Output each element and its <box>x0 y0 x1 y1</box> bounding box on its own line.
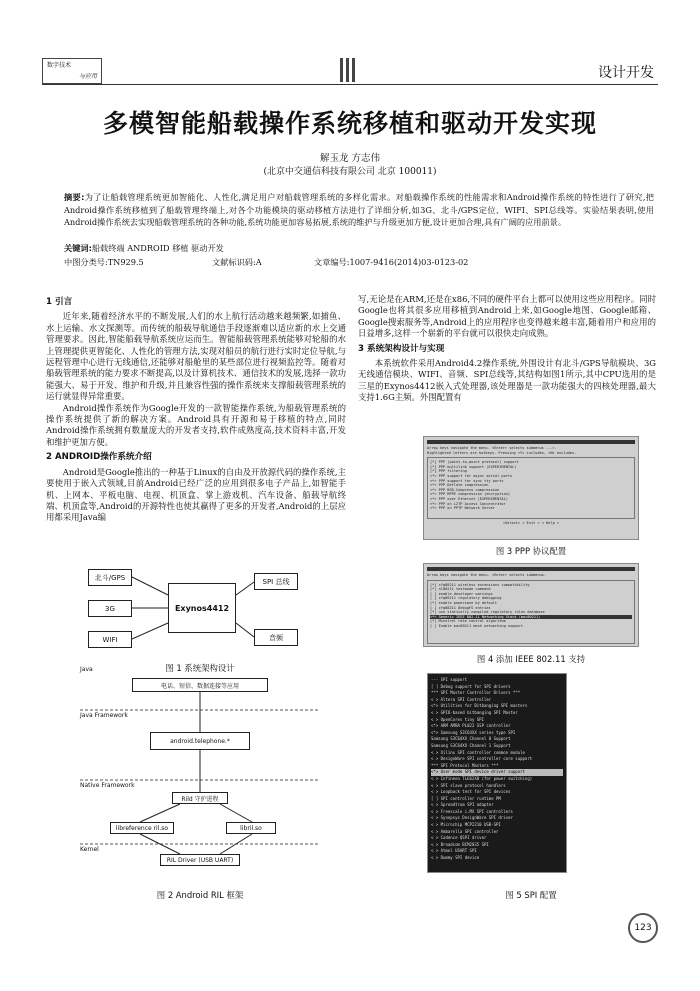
document-code: 文献标识码:A <box>212 257 262 267</box>
rild-daemon-box: Rild 守护进程 <box>172 792 228 804</box>
figure-3-caption: 图 3 PPP 协议配置 <box>495 546 567 556</box>
cpu-box: Exynos4412 <box>168 583 236 633</box>
section-1-paragraph-2: Android操作系统作为Google开发的一款智能操作系统,为船载管理系统的操作系统提供了新的解决方案。Android具有开源和易于移植的特点,同时Android操作系统拥有数量庞大的开发者支持,软件成熟度高,技术资料丰富,开发和维护更加方便。 <box>46 402 346 447</box>
figure-4-caption: 图 4 添加 IEEE 802.11 支持 <box>476 654 586 664</box>
spi-bus-box: SPI 总线 <box>254 573 298 590</box>
article-number: 文章编号:1007-9416(2014)03-0123-02 <box>314 257 469 267</box>
layer-java-framework-label: Java Framework <box>80 712 128 719</box>
apps-box: 电话、短信、数据连接等应用 <box>132 678 268 692</box>
layer-native-framework-label: Native Framework <box>80 782 135 789</box>
gps-module-box: 北斗/GPS <box>88 569 132 586</box>
android-telephone-box: android.telephone.* <box>150 732 250 750</box>
3g-module-box: 3G <box>88 600 132 617</box>
abstract <box>64 191 654 229</box>
layer-java-label: Java <box>80 666 93 673</box>
figure-1-diagram <box>82 565 322 653</box>
section-1-heading: 1 引言 <box>46 297 73 307</box>
header-bars <box>0 58 700 82</box>
section-2-paragraph-1: Android是Google推出的一种基于Linux的自由及开放源代码的操作系统,主要使用于嵌入式领域,目前Android已经广泛的应用到很多电子产品上,如智能手机、上网本、平板电脑、电视、机顶盒、掌上游戏机、汽车设备、船载导航终端、机顶盒等,Android的开源特性也使其赢得了更多的开发者,Android的上层应用都采用Java编 <box>46 466 346 523</box>
abstract-label: 摘要: <box>64 192 85 202</box>
journal-logo-line2: 与应用 <box>78 73 97 80</box>
header-rule <box>42 84 658 85</box>
figure-1-connectors <box>82 565 322 653</box>
keywords-label: 关键词: <box>64 243 92 253</box>
affiliation: (北京中交通信科技有限公司 北京 100011) <box>263 167 437 177</box>
audio-box: 音频 <box>254 629 298 646</box>
right-paragraph-1: 写,无论是在ARM,还是在x86,不同的硬件平台上都可以使用这些应用程序。同时Google也将其很多应用移植到Android上来,如Google地图、Google邮箱、Google搜索服务等,Android上的应用程序也变得越来越丰富,随着用户和应用的日益增多,这样一个崭新的平台就可以很快走向成熟。 <box>358 294 656 339</box>
clc-number: 中图分类号:TN929.5 <box>64 257 144 267</box>
paper-title: 多模智能船载操作系统移植和驱动开发实现 <box>102 109 597 138</box>
section-1-paragraph-1: 近年来,随着经济水平的不断发展,人们的水上航行活动越来越频繁,如捕鱼、水上运输、水文探测等。而传统的船载导航通信手段逐渐难以适应新的水上交通管理要求。因此,智能船载导航系统应运而生。智能船载管理系统能够对轮船的水上管理提供更智能化、人性化的管理方法,实现对船员的航行进行实时定位导航,与远程管理中心进行无线通信,还能够对船舱里的某些部位进行视频监控等。随着对船载管理系统的能力要求不断提高,以及计算机技术、通信技术的发展,选择一款功能强大、易于开发、维护和升级,并且兼容性强的操作系统来支撑船载管理系统的运行就显得异常重要。 <box>46 311 346 402</box>
figure-2-caption: 图 2 Android RIL 框架 <box>156 890 244 900</box>
section-2-heading: 2 ANDROID操作系统介绍 <box>46 452 152 463</box>
figure-5-terminal: --- SPI support [ ] Debug support for SPI drivers *** SPI Master Controller Drivers *** < > Altera SPI Controller <*> Utilities for Bitbanging SPI masters < > GPIO-based bitbanging SPI Master < > OpenCores tiny SPI <*> ARM AMBA PL022 SSP controller <*> Samsung S3C64XX series type SPI Samsung S3C64XX Channel 0 Support Samsung S3C64XX Channel 1 Support < > Xilinx SPI controller common module < > DesignWare SPI controller core support *** SPI Protocol Masters *** <*> User mode SPI device driver support < > Infineon TLE62X0 (for power switching) < > SPI slave protocol handlers < > Loopback test for SPI devices [ ] SPI controller runtime PM < > Spreadtrum SPI adapter < > Freescale i.MX SPI controllers < > Synopsys DesignWare SPI driver < > Microchip MCP2210 USB-SPI < > Ambarella SPI controller < > Cadence QSPI driver < > Broadcom BCM2835 SPI < > Atmel USART SPI < > Dummy SPI device <box>427 673 567 873</box>
figure-5-caption: 图 5 SPI 配置 <box>505 890 557 900</box>
ril-driver-box: RIL Driver (USB UART) <box>160 854 240 866</box>
libril-box: libril.so <box>226 822 276 834</box>
keywords <box>64 243 224 254</box>
page-number: 123 <box>628 913 658 943</box>
layer-kernel-label: Kernel <box>80 846 99 853</box>
figure-1-caption: 图 1 系统架构设计 <box>165 663 235 673</box>
section-3-heading: 3 系统架构设计与实现 <box>358 343 445 354</box>
abstract-text: 为了让船载管理系统更加智能化、人性化,满足用户对船载管理系统的多样化需求。对船载操作系统的性能需求和Android操作系统的特性进行了研究,把Android操作系统移植到了船载管理终端上,对各个功能模块的驱动移植方法进行了详细分析,如3G、北斗/GPS定位、WIFI、SPI总线等。实验结果表明,使用Android操作系统去实现船载管理系统的各种功能,系统功能更加容易拓展,系统的维护与升级更加方便,设计更加合理,具有广阔的应用前景。 <box>64 192 654 227</box>
authors: 解玉龙 方志伟 <box>319 153 381 164</box>
right-column <box>358 294 656 404</box>
libreference-ril-box: libreference ril.so <box>110 822 174 834</box>
wifi-module-box: WIFI <box>88 631 132 648</box>
figure-4-terminal: Arrow keys navigate the menu. <Enter> selects submenus. [*] cfg80211 wireless extensions compatibility [*] nl80211 testmode command [ ] enable developer warnings [ ] cfg80211 regulatory debugging [*] enable powersave by default [ ] cfg80211 DebugFS entries [*] use statically compiled regulatory rules database <*> Generic IEEE 802.11 Networking Stack (mac80211) [*] Minstrel rate control algorithm [ ] Enable mac80211 mesh networking support <box>423 563 639 647</box>
figure-3-terminal: Arrow keys navigate the menu. <Enter> selects submenus --->. Highlighted letters are hotkeys. Pressing <Y> includes, <N> excludes. [*] PPP (point-to-point protocol) support [*] PPP multilink support (EXPERIMENTAL) [*] PPP filtering <*> PPP support for async serial ports <*> PPP support for sync tty ports <*> PPP Deflate compression <*> PPP BSD-Compress compression <*> PPP MPPE compression (encryption) <*> PPP over Ethernet (EXPERIMENTAL) <*> PPP on L2TP Access Concentrator <*> PPP on PPTP Network Server <Select> < Exit > < Help > <box>423 436 639 540</box>
section-3-paragraph-1: 本系统软件采用Android4.2操作系统,外围设计有北斗/GPS导航模块、3G无线通信模块、WIFI、音频、SPI总线等,其结构如图1所示,其中CPU选用的是三星的Exynos4412嵌入式处理器,该处理器是一款功能强大的四核处理器,最大支持1.6G主频。外围配置有 <box>358 358 656 403</box>
section-tag: 设计开发 <box>598 65 654 81</box>
keywords-text: 船载终端 ANDROID 移植 驱动开发 <box>91 243 224 253</box>
journal-logo-line1: 数字技术 <box>47 62 72 69</box>
left-column <box>46 293 346 524</box>
figure-2-layers <box>80 676 320 876</box>
